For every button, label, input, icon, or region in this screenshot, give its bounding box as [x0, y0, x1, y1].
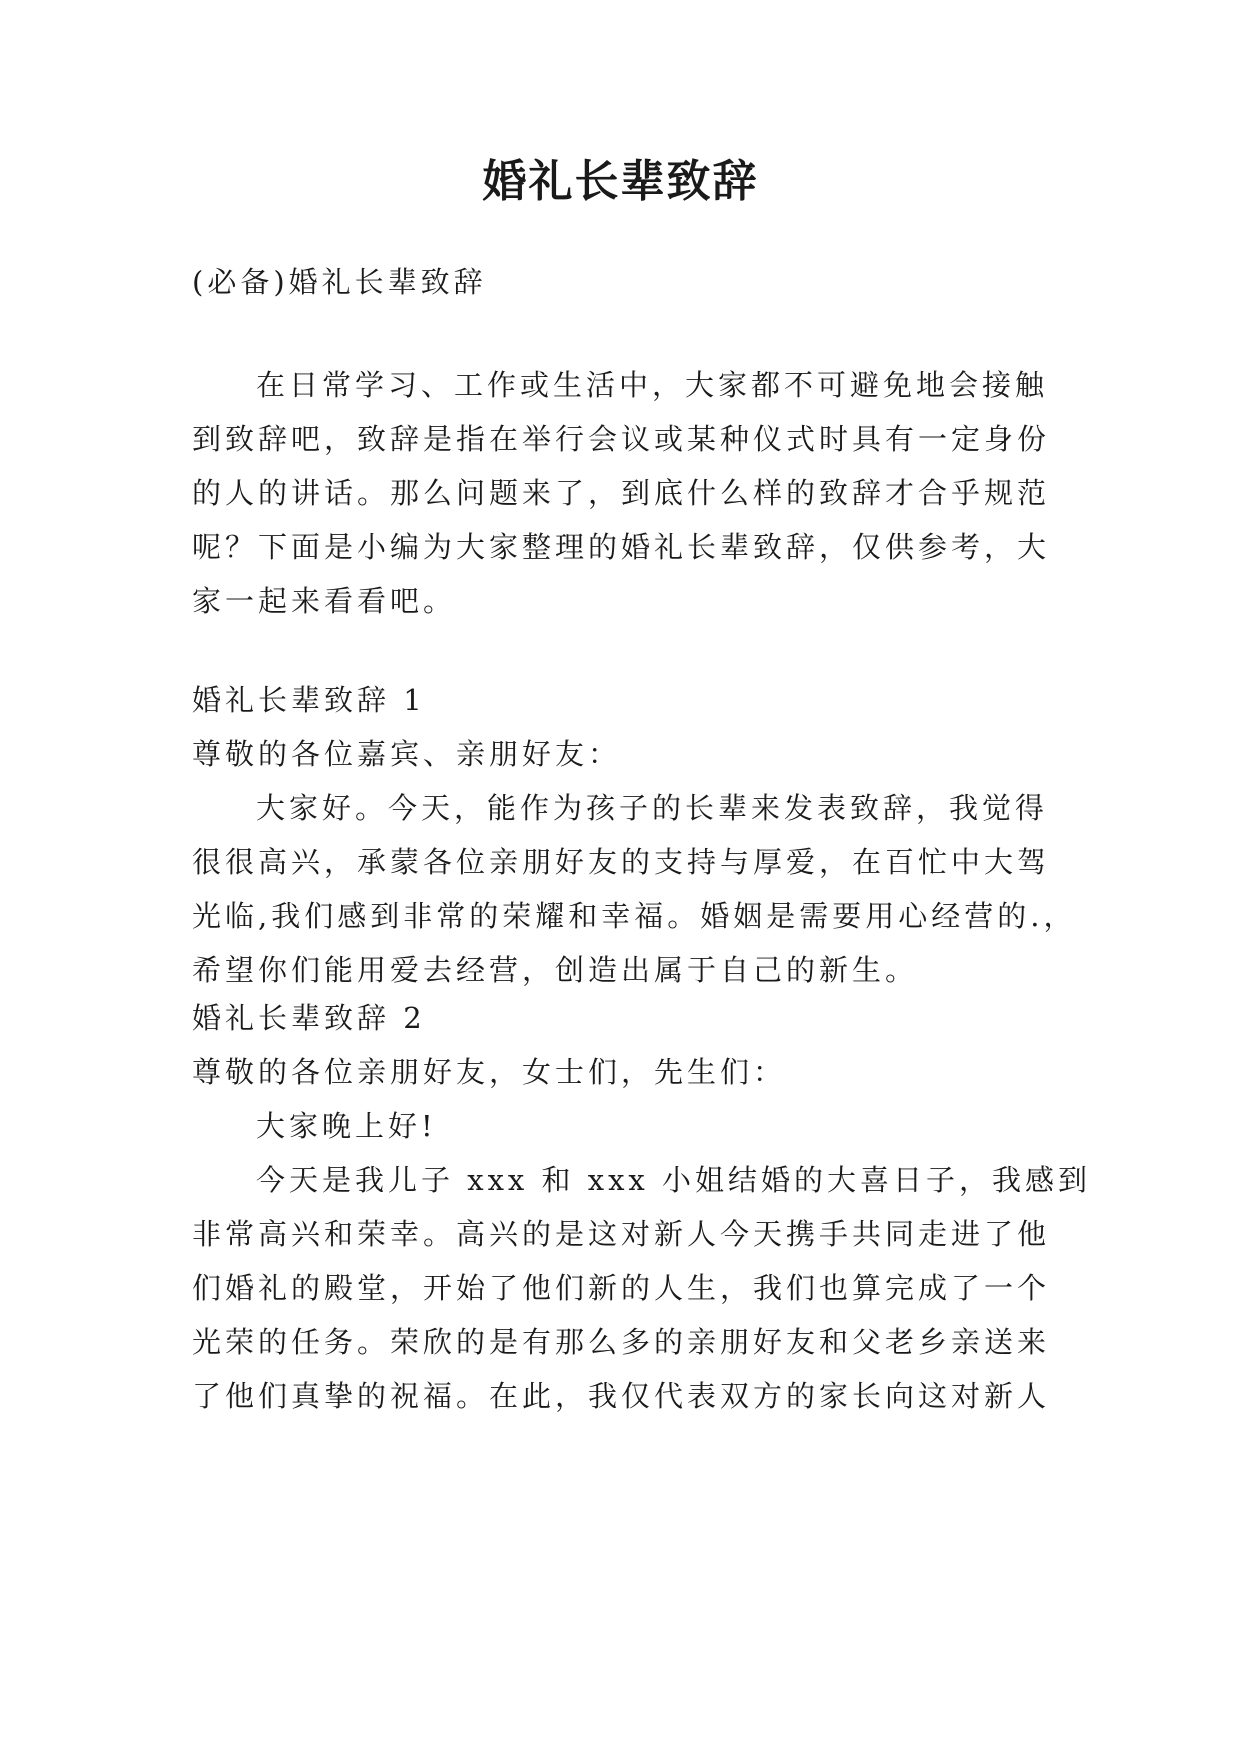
document-subtitle: (必备)婚礼长辈致辞: [192, 265, 487, 299]
section-heading-1: 婚礼长辈致辞 1: [192, 683, 426, 717]
section-salutation-1: 尊敬的各位嘉宾、亲朋好友：: [192, 737, 622, 771]
intro-line: 呢？下面是小编为大家整理的婚礼长辈致辞，仅供参考，大: [192, 530, 1051, 564]
section-line: 今天是我儿子 xxx 和 xxx 小姐结婚的大喜日子，我感到: [256, 1163, 1092, 1197]
section-line: 光荣的任务。荣欣的是有那么多的亲朋好友和父老乡亲送来: [192, 1325, 1051, 1359]
intro-line: 在日常学习、工作或生活中，大家都不可避免地会接触: [256, 368, 1049, 402]
section-line: 很很高兴，承蒙各位亲朋好友的支持与厚爱，在百忙中大驾: [192, 845, 1051, 879]
section-line: 光临,我们感到非常的荣耀和幸福。婚姻是需要用心经营的.，: [192, 899, 1077, 933]
section-salutation-2: 尊敬的各位亲朋好友，女士们，先生们：: [192, 1055, 787, 1089]
section-line: 们婚礼的殿堂，开始了他们新的人生，我们也算完成了一个: [192, 1271, 1051, 1305]
section-heading-2: 婚礼长辈致辞 2: [192, 1001, 426, 1035]
intro-line: 家一起来看看吧。: [192, 584, 457, 618]
section-line: 了他们真挚的祝福。在此，我仅代表双方的家长向这对新人: [192, 1379, 1051, 1413]
intro-line: 的人的讲话。那么问题来了，到底什么样的致辞才合乎规范: [192, 476, 1051, 510]
document-title: 婚礼长辈致辞: [482, 156, 759, 207]
section-greeting-2: 大家晚上好!: [256, 1109, 437, 1143]
intro-line: 到致辞吧，致辞是指在举行会议或某种仪式时具有一定身份: [192, 422, 1051, 456]
section-line: 非常高兴和荣幸。高兴的是这对新人今天携手共同走进了他: [192, 1217, 1051, 1251]
section-line: 大家好。今天，能作为孩子的长辈来发表致辞，我觉得: [256, 791, 1049, 825]
section-line: 希望你们能用爱去经营，创造出属于自己的新生。: [192, 953, 919, 987]
